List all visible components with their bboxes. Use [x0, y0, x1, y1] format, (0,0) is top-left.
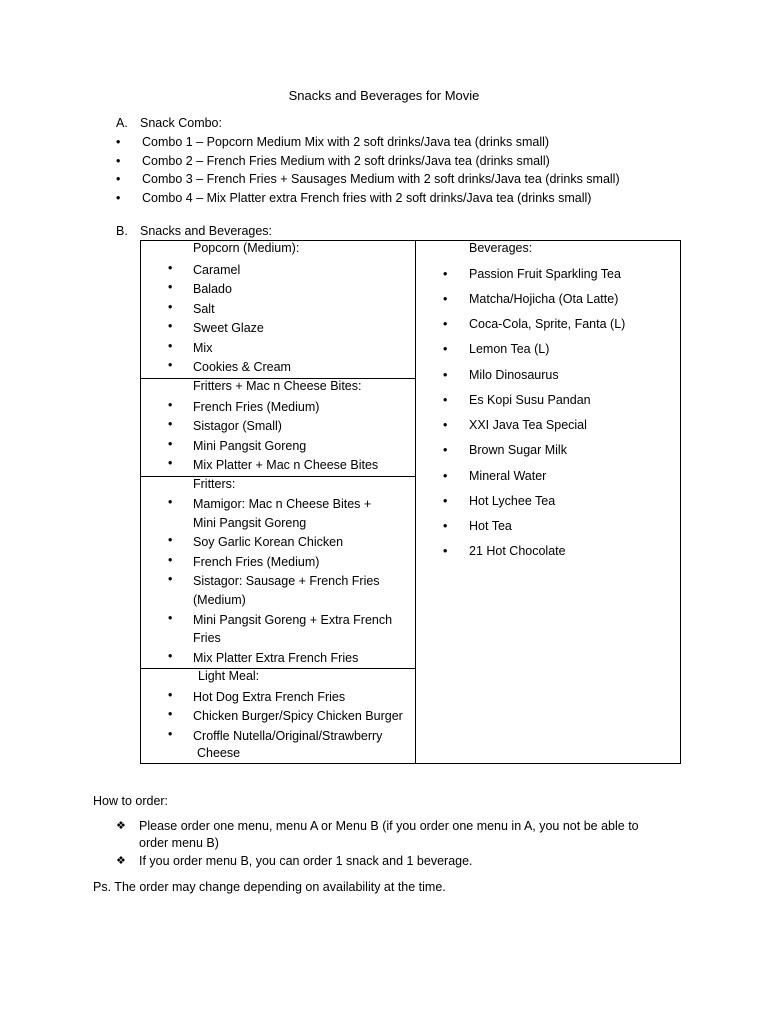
menu-table [140, 240, 681, 764]
popcorn-block [141, 241, 415, 378]
combo-list [116, 133, 620, 207]
item-text: Sistagor (Small) [193, 419, 282, 433]
section-a-letter: A. [116, 116, 128, 130]
item-text: Matcha/Hojicha (Ota Latte) [469, 292, 619, 306]
fritters-title: Fritters: [193, 477, 236, 491]
bullet-icon: • [168, 688, 173, 702]
fritters-mac-title: Fritters + Mac n Cheese Bites: [193, 379, 362, 393]
bullet-icon: • [116, 135, 121, 149]
item-text: French Fries (Medium) [193, 555, 320, 569]
list-item [116, 853, 659, 870]
bullet-icon: • [443, 443, 448, 457]
bullet-icon: • [443, 317, 448, 331]
bullet-icon: • [168, 358, 173, 372]
beverages-column [416, 241, 680, 763]
diamond-bullet-icon: ❖ [116, 855, 126, 867]
item-text: Cookies & Cream [193, 360, 291, 374]
item-text: Mix [193, 341, 213, 355]
bullet-icon: • [443, 393, 448, 407]
item-text: Soy Garlic Korean Chicken [193, 535, 344, 549]
item-text: 21 Hot Chocolate [469, 544, 566, 558]
item-text: Passion Fruit Sparkling Tea [469, 267, 621, 281]
item-text: Fries [193, 631, 221, 645]
item-text: Milo Dinosaurus [469, 368, 559, 382]
fritters-block [141, 476, 415, 668]
bullet-icon: • [168, 437, 173, 451]
popcorn-title: Popcorn (Medium): [193, 241, 300, 255]
bullet-icon: • [168, 300, 173, 314]
bullet-icon: • [168, 280, 173, 294]
section-b-letter: B. [116, 224, 128, 238]
bullet-icon: • [443, 368, 448, 382]
section-a-heading [116, 116, 222, 130]
ps-note: Ps. The order may change depending on availability at the time. [93, 880, 446, 894]
item-text: Caramel [193, 263, 241, 277]
combo-text: Combo 1 – Popcorn Medium Mix with 2 soft drinks/Java tea (drinks small) [142, 135, 550, 149]
bullet-icon: • [443, 267, 448, 281]
bullet-icon: • [116, 172, 121, 186]
bullet-icon: • [168, 649, 173, 663]
fritters-mac-block [141, 378, 415, 476]
bullet-icon: • [443, 544, 448, 558]
item-text: Croffle Nutella/Original/Strawberry [193, 729, 383, 743]
item-text: (Medium) [193, 593, 246, 607]
list-item [116, 133, 620, 152]
item-text: Cheese [197, 746, 241, 760]
bullet-icon: • [168, 339, 173, 353]
bullet-icon: • [168, 398, 173, 412]
how-to-order-heading: How to order: [93, 794, 169, 808]
bullet-icon: • [168, 261, 173, 275]
bullet-icon: • [168, 727, 173, 741]
bullet-icon: • [443, 469, 448, 483]
beverages-title: Beverages: [469, 241, 533, 255]
bullet-icon: • [168, 707, 173, 721]
list-item [116, 152, 620, 171]
bullet-icon: • [116, 153, 121, 168]
item-text: Hot Tea [469, 519, 512, 533]
section-a-title: Snack Combo: [140, 116, 222, 130]
diamond-bullet-icon: ❖ [116, 820, 126, 832]
list-item [116, 170, 620, 189]
bullet-icon: • [168, 319, 173, 333]
bullet-icon: • [168, 572, 173, 586]
combo-text: Combo 3 – French Fries + Sausages Medium with 2 soft drinks/Java tea (drinks small) [142, 172, 620, 186]
bullet-icon: • [168, 495, 173, 509]
combo-text: Combo 4 – Mix Platter extra French fries with 2 soft drinks/Java tea (drinks small) [142, 190, 592, 205]
item-text: Es Kopi Susu Pandan [469, 393, 591, 407]
item-text: If you order menu B, you can order 1 snack and 1 beverage. [139, 854, 473, 868]
item-text: Sistagor: Sausage + French Fries [193, 574, 380, 588]
combo-text: Combo 2 – French Fries Medium with 2 soft drinks/Java tea (drinks small) [142, 153, 550, 168]
bullet-icon: • [443, 342, 448, 356]
bullet-icon: • [443, 519, 448, 533]
item-text: French Fries (Medium) [193, 400, 320, 414]
item-text: Lemon Tea (L) [469, 342, 550, 356]
item-text: Hot Lychee Tea [469, 494, 556, 508]
item-text: Coca-Cola, Sprite, Fanta (L) [469, 317, 626, 331]
bullet-icon: • [443, 292, 448, 306]
item-text: Salt [193, 302, 215, 316]
item-text: Balado [193, 282, 232, 296]
item-text: Mini Pangsit Goreng [193, 439, 307, 453]
item-text: Mix Platter + Mac n Cheese Bites [193, 458, 379, 472]
item-text: XXI Java Tea Special [469, 418, 587, 432]
bullet-icon: • [168, 417, 173, 431]
item-text: Brown Sugar Milk [469, 443, 567, 457]
item-text: Mamigor: Mac n Cheese Bites + [193, 497, 372, 511]
bullet-icon: • [168, 456, 173, 470]
light-meal-title: Light Meal: [198, 669, 260, 683]
item-text: Hot Dog Extra French Fries [193, 690, 346, 704]
section-b-heading [116, 224, 272, 238]
document-title: Snacks and Beverages for Movie [288, 88, 480, 103]
snacks-column [141, 241, 416, 763]
bullet-icon: • [168, 533, 173, 547]
item-text: Mineral Water [469, 469, 547, 483]
how-to-order-list [116, 818, 659, 870]
list-item [116, 818, 659, 852]
item-text: Mini Pangsit Goreng [193, 516, 307, 530]
section-b-title: Snacks and Beverages: [140, 224, 273, 238]
bullet-icon: • [443, 418, 448, 432]
item-text: Chicken Burger/Spicy Chicken Burger [193, 709, 403, 723]
list-item [116, 189, 620, 208]
item-text: Sweet Glaze [193, 321, 264, 335]
item-text: Mix Platter Extra French Fries [193, 651, 359, 665]
bullet-icon: • [116, 190, 121, 205]
item-text: Mini Pangsit Goreng + Extra French [193, 613, 393, 627]
bullet-icon: • [168, 611, 173, 625]
bullet-icon: • [443, 494, 448, 508]
bullet-icon: • [168, 553, 173, 567]
light-meal-block [141, 668, 415, 764]
item-text: Please order one menu, menu A or Menu B (if you order one menu in A, you not be able to order menu B) [139, 819, 639, 850]
